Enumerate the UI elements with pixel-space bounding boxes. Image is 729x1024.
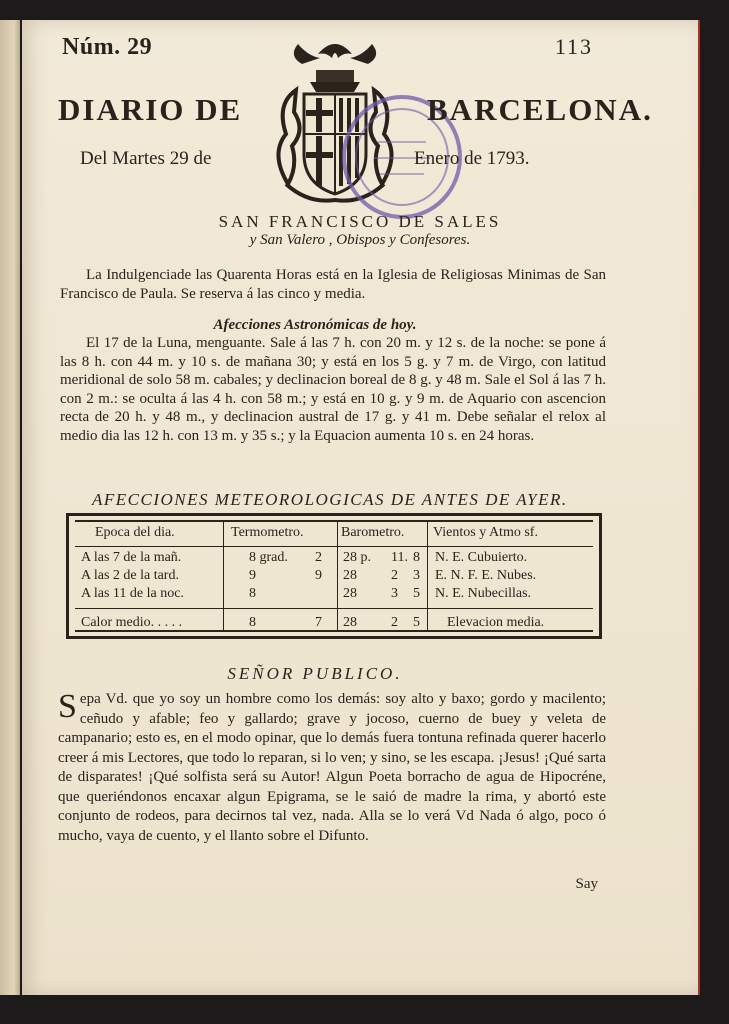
row-barometer-fraction: 3 [413, 568, 420, 583]
letter-body [58, 690, 606, 846]
row-barometer-lines: 3 [391, 586, 398, 601]
row-barometer: 28 [343, 586, 357, 601]
row-thermometer-fraction: 7 [315, 615, 322, 630]
row-barometer-fraction: 5 [413, 615, 420, 630]
meteorology-heading: AFECCIONES METEOROLOGICAS DE ANTES DE AYER. [92, 490, 568, 509]
page-number: 113 [554, 34, 593, 59]
letter-heading: SEÑOR PUBLICO. [227, 664, 403, 683]
column-header-winds: Vientos y Atmo sf. [433, 525, 538, 540]
row-thermometer: 8 [249, 586, 256, 601]
date-line-left: Del Martes 29 de [80, 148, 212, 169]
row-barometer-fraction: 5 [413, 586, 420, 601]
row-epoch: Calor medio. . . . . [81, 615, 183, 630]
saint-subtitle: y San Valero , Obispos y Confesores. [249, 232, 471, 248]
facing-page-edge [0, 20, 20, 995]
row-epoch: A las 7 de la mañ. [81, 550, 182, 565]
row-wind: N. E. Nubecillas. [435, 586, 532, 601]
catchword: Say [575, 876, 598, 892]
row-barometer-fraction: 8 [413, 550, 420, 565]
row-barometer-lines: 11. [391, 550, 408, 565]
masthead-title-left: DIARIO DE [58, 92, 243, 127]
row-thermometer: 8 [249, 615, 256, 630]
row-thermometer-fraction: 2 [315, 550, 322, 565]
row-barometer: 28 [343, 615, 357, 630]
row-wind: E. N. F. E. Nubes. [435, 568, 537, 583]
column-header-thermometer: Termometro. [231, 525, 304, 540]
row-thermometer: 8 grad. [249, 550, 288, 565]
column-header-epoch: Epoca del dia. [95, 525, 175, 540]
column-header-barometer: Barometro. [341, 525, 405, 540]
row-epoch: A las 11 de la noc. [81, 586, 184, 601]
astronomy-paragraph: El 17 de la Luna, menguante. Sale á las 7 h. con 20 m. y 12 s. de la noche: se pone á las 8 h. con 44 m. y 10 s. de mañana 30; y está en los 5 g. y 7 m. de Virgo, con latitud meridional de solo 58 m. cabales; y declinacion boreal de 8 g. y 48 m. Sale el Sol á las 7 h. con 2 m.: se oculta á las 4 h. con 58 m.; y está en 10 g. y 9 m. de Aquario con ascencion recta de 20 h. y 48 m., y declinacion austral de 17 g. y 41 m. Debe señalar el relox al medio dia las 12 h. con 13 m. y 35 s.; y la Equacion aumenta 10 s. en 24 horas. [60, 335, 606, 444]
row-thermometer: 9 [249, 568, 256, 583]
row-barometer: 28 p. [343, 550, 371, 565]
row-barometer-lines: 2 [391, 615, 398, 630]
row-barometer: 28 [343, 568, 357, 583]
meteorology-table [66, 513, 602, 639]
row-wind: Elevacion media. [447, 615, 545, 630]
indulgence-paragraph: La Indulgenciade las Quarenta Horas está en la Iglesia de Religiosas Minimas de San Francisco de Paula. Se reserva á las cinco y media. [60, 267, 606, 302]
masthead-title-right: BARCELONA. [427, 92, 653, 127]
row-barometer-lines: 2 [391, 568, 398, 583]
issue-number: Núm. 29 [62, 34, 153, 60]
facing-page-text-fragments [1, 110, 15, 950]
row-epoch: A las 2 de la tard. [81, 568, 179, 583]
letter-text: epa Vd. que yo soy un hombre como los demás: soy alto y baxo; gordo y macilento; ceñudo y afable; feo y gallardo; grave y jocoso, cuerno de buey y veleta de campanario; esto es, en el modo opinar, que lo demás fuera tontuna refinada querer hacerlo creer á mis Lectores, que todo lo reparan, si lo ven; y sino, se les escapa. ¡Jesus! ¡Qué sarta de disparates! ¡Qué solfista será su Autor! Algun Poeta borracho de agua de Hipocréne, que queriéndonos encaxar algun Epigrama, se le saió de madre la rima, y abortó este conjunto de rodeos, para decirnos tal vez, nada. Alla se lo verá Vd Nada ó algo, poco ó mucho, vaya de cuento, y el llanto sobre el Difunto. [58, 691, 606, 844]
astronomy-heading: Afecciones Astronómicas de hoy. [213, 317, 417, 333]
show-through-text [538, 80, 688, 550]
row-thermometer-fraction: 9 [315, 568, 322, 583]
row-wind: N. E. Cubuierto. [435, 550, 528, 565]
drop-cap: S [58, 688, 77, 725]
saint-of-day: SAN FRANCISCO DE SALES [218, 212, 502, 231]
date-line-right: Enero de 1793. [414, 148, 530, 169]
newspaper-page [22, 20, 700, 995]
